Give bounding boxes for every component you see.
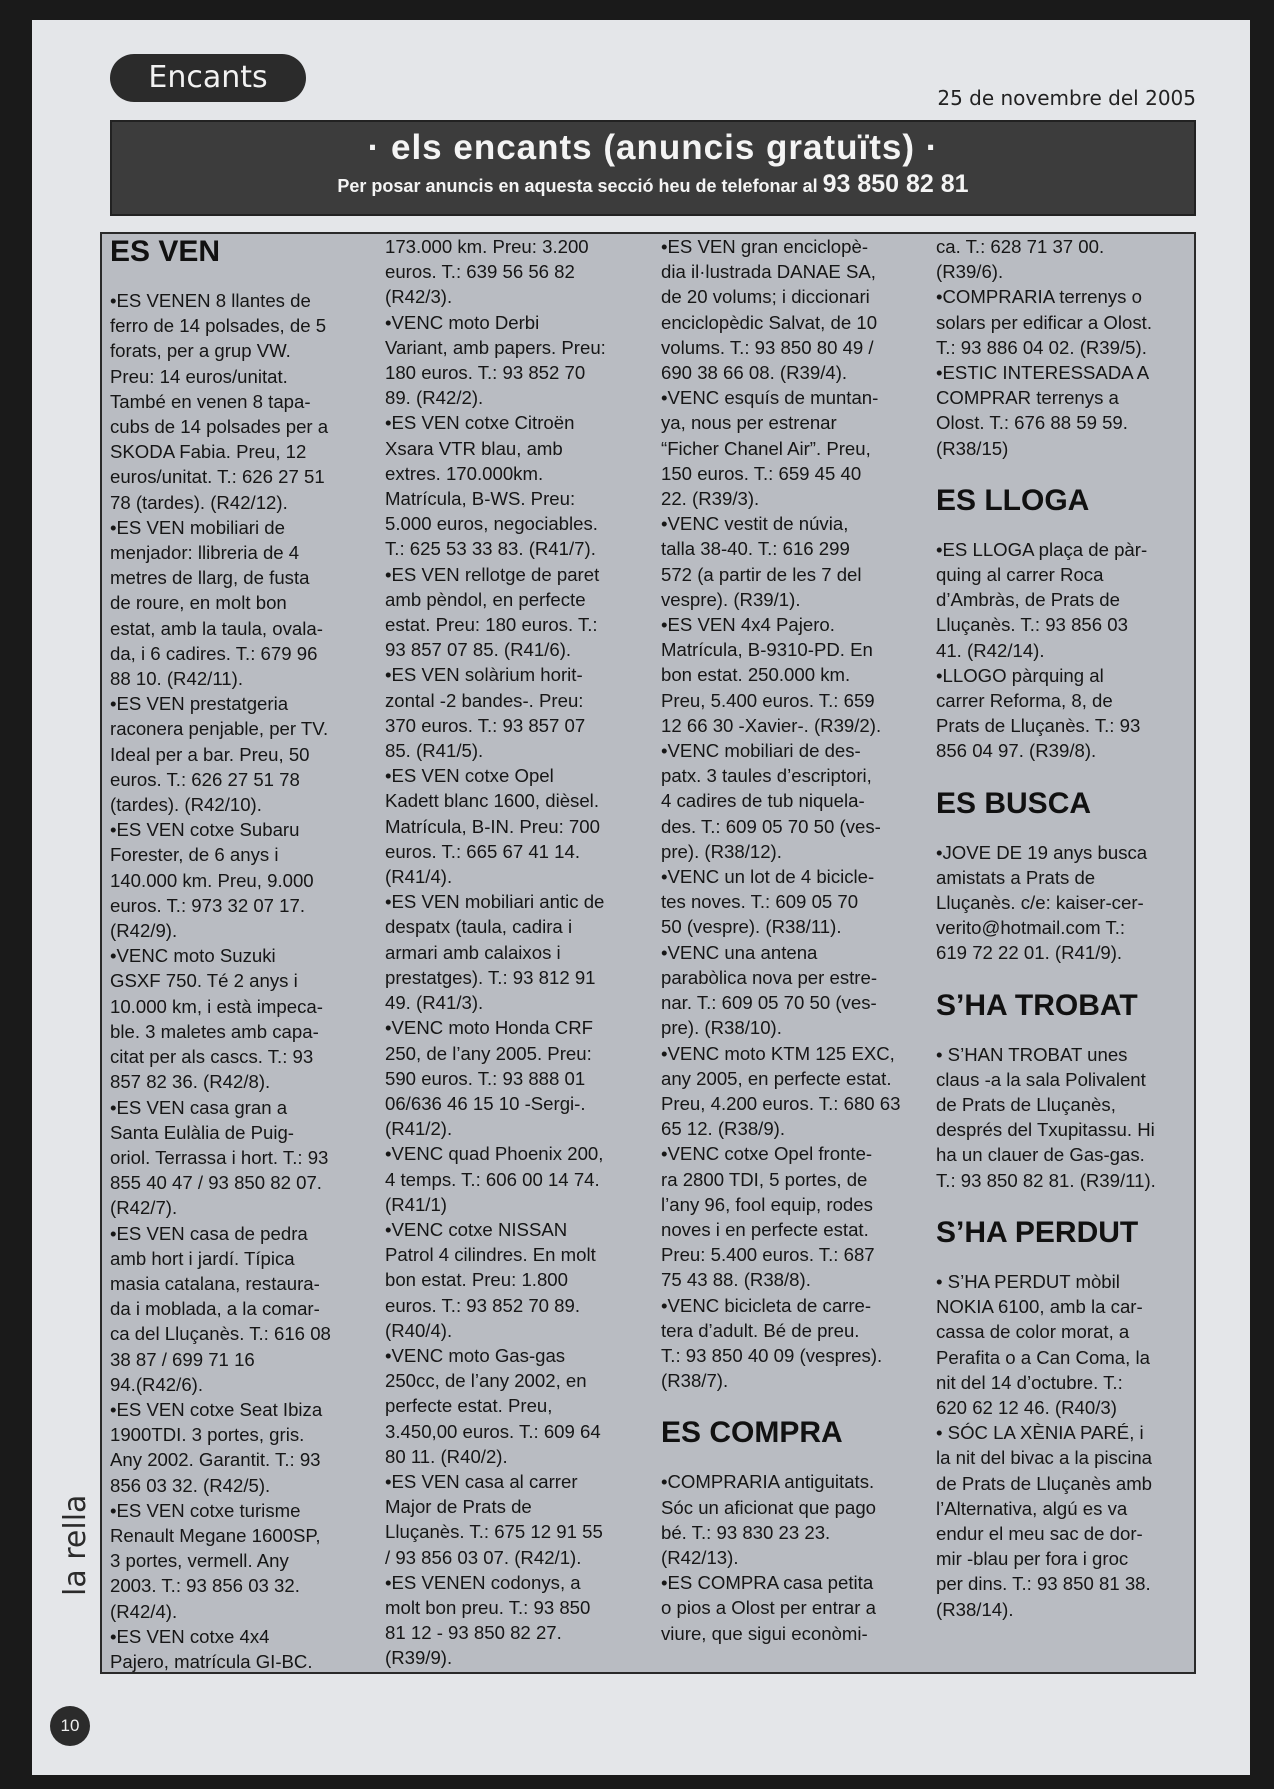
ads-es-ven-1: •ES VENEN 8 llantes de ferro de 14 polsades, de 5 forats, per a grup VW. Preu: 14 euros/unitat. També en venen 8 tapa- cubs de 14 polsades per a SKODA Fabia. Preu, 12 euros/unitat. T.: 626 27 51 78 (tardes). (R42/12). •ES VEN mobiliari de menjador: llibreria de 4 metres de llarg, de fusta de roure, en molt bon estat, amb la taula, ovala- da, i 6 cadires. T.: 679 96 88 10. (R42/11). •ES VEN prestatgeria raconera penjable, per TV. Ideal per a bar. Preu, 50 euros. T.: 626 27 51 78 (tardes). (R42/10). •ES VEN cotxe Subaru Forester, de 6 anys i 140.000 km. Preu, 9.000 euros. T.: 973 32 07 17. (R42/9). •VENC moto Suzuki GSXF 750. Té 2 anys i 10.000 km, i està impeca- ble. 3 maletes amb capa- citat per als cascs. T.: 93 857 82 36. (R42/8). •ES VEN casa gran a Santa Eulàlia de Puig- oriol. Terrassa i hort. T.: 93 855 40 47 / 93 850 82 07. (R42/7). •ES VEN casa de pedra amb hort i jardí. Típica masia catalana, restaura- da i moblada, a la comar- ca del Lluçanès. T.: 616 08 38 87 / 699 71 16 94.(R42/6). •ES VEN cotxe Seat Ibiza 1900TDI. 3 portes, gris. Any 2002. Garantit. T.: 93 856 03 32. (R42/5). •ES VEN cotxe turisme Renault Megane 1600SP, 3 portes, vermell. Any 2003. T.: 93 856 03 32. (R42/4). •ES VEN cotxe 4x4 Pajero, matrícula GI-BC. — [110, 290, 331, 1672]
heading-es-busca: ES BUSCA — [936, 786, 1092, 820]
ads-sha-perdut: • S’HA PERDUT mòbil NOKIA 6100, amb la car- cassa de color morat, a Perafita o a Can Coma, la nit del 14 d’octubre. T.: 620 62 12 46. (R40/3) • SÓC LA XÈNIA PARÉ, i la nit del bivac a la piscina de Prats de Lluçanès amb l’Alternativa, algú es va endur el meu sac de dor- mir -blau per fora i groc per dins. T.: 93 850 81 38. (R38/14). — [936, 1270, 1153, 1620]
section-tab: Encants — [110, 54, 306, 102]
ads-es-ven-3: •ES VEN gran enciclopè- dia il·lustrada DANAE SA, de 20 volums; i diccionari enciclopèdic Salvat, de 10 volums. T.: 93 850 80 49 / 690 38 66 08. (R39/4). •VENC esquís de muntan- ya, nous per estrenar “Ficher Chanel Air”. Preu, 150 euros. T.: 659 45 40 22. (R39/3). •VENC vestit de núvia, talla 38-40. T.: 616 299 572 (a partir de les 7 del vespre). (R39/1). •ES VEN 4x4 Pajero. Matrícula, B-9310-PD. En bon estat. 250.000 km. Preu, 5.400 euros. T.: 659 12 66 30 -Xavier-. (R39/2). •VENC mobiliari de des- patx. 3 taules d’escriptori, 4 cadires de tub niquela- des. T.: 609 05 70 50 (ves- pre). (R38/12). •VENC un lot de 4 biciclе- tes noves. T.: 609 05 70 50 (vespre). (R38/11). •VENC una antena parabòlica nova per estre- nar. T.: 609 05 70 50 (ves- pre). (R38/10). •VENC moto KTM 125 EXC, any 2005, en perfecte estat. Preu, 4.200 euros. T.: 680 63 65 12. (R38/9). •VENC cotxe Opel fronte- ra 2800 TDI, 5 portes, de l’any 96, fool equip, rodes noves i en perfecte estat. Preu: 5.400 euros. T.: 687 75 43 88. (R38/8). •VENC bicicleta de carre- tera d’adult. Bé de preu. T.: 93 850 40 09 (vespres). (R38/7). — [661, 236, 901, 1392]
ads-es-compra-1: •COMPRARIA antiguitats. Sóc un aficionat que pago bé. T.: 93 830 23 23. (R42/13). •ES COMPRA casa petita o pios a Olost per entrar a viure, que sigui econòmi- — [661, 1471, 877, 1644]
banner-phone: 93 850 82 81 — [822, 170, 969, 198]
banner-subtitle-text: Per posar anuncis en aquesta secció heu de telefonar al — [337, 176, 818, 196]
column-3 — [661, 234, 923, 1646]
banner-subtitle — [112, 170, 1194, 199]
heading-sha-perdut: S’HA PERDUT — [936, 1215, 1139, 1249]
heading-es-compra: ES COMPRA — [661, 1416, 843, 1450]
page-number: 10 — [50, 1706, 90, 1746]
ads-es-busca: •JOVE DE 19 anys busca amistats a Prats de Lluçanès. c/e: kaiser-cer- verito@hotmail.com T.: 619 72 22 01. (R41/9). — [936, 841, 1148, 964]
column-1 — [110, 234, 372, 1674]
ads-es-compra-2: ca. T.: 628 71 37 00. (R39/6). •COMPRARIA terrenys o solars per edificar a Olost. T.: 93 886 04 02. (R39/5). •ESTIC INTERESSADA A COMPRAR terrenys a Olost. T.: 676 88 59 59. (R38/15) — [936, 236, 1152, 459]
ads-es-lloga: •ES LLOGA plaça de pàr- quing al carrer Roca d’Ambràs, de Prats de Lluçanès. T.: 93 856 03 41. (R42/14). •LLOGO pàrquing al carrer Reforma, 8, de Prats de Lluçanès. T.: 93 856 04 97. (R39/8). — [936, 538, 1148, 762]
classifieds-banner — [110, 120, 1196, 216]
banner-title: · els encants (anuncis gratuïts) · — [367, 128, 939, 167]
ads-es-ven-2: 173.000 km. Preu: 3.200 euros. T.: 639 56 56 82 (R42/3). •VENC moto Derbi Variant, amb papers. Preu: 180 euros. T.: 93 852 70 89. (R42/2). •ES VEN cotxe Citroën Xsara VTR blau, amb extres. 170.000km. Matrícula, B-WS. Preu: 5.000 euros, negociables. T.: 625 53 33 83. (R41/7). •ES VEN rellotge de paret amb pèndol, en perfecte estat. Preu: 180 euros. T.: 93 857 07 85. (R41/6). •ES VEN solàrium horit- zontal -2 bandes-. Preu: 370 euros. T.: 93 857 07 85. (R41/5). •ES VEN cotxe Opel Kadett blanc 1600, dièsel. Matrícula, B-IN. Preu: 700 euros. T.: 665 67 41 14. (R41/4). •ES VEN mobiliari antic de despatx (taula, cadira i armari amb calaixos i prestatges). T.: 93 812 91 49. (R41/3). •VENC moto Honda CRF 250, de l’any 2005. Preu: 590 euros. T.: 93 888 01 06/636 46 15 10 -Sergi-. (R41/2). •VENC quad Phoenix 200, 4 temps. T.: 606 00 14 74. (R41/1) •VENC cotxe NISSAN Patrol 4 cilindres. En molt bon estat. Preu: 1.800 euros. T.: 93 852 70 89. (R40/4). •VENC moto Gas-gas 250cc, de l’any 2002, en perfecte estat. Preu, 3.450,00 euros. T.: 609 64 80 11. (R40/2). •ES VEN casa al carrer Major de Prats de Lluçanès. T.: 675 12 91 55 / 93 856 03 07. (R42/1). •ES VENEN codonys, a molt bon preu. T.: 93 850 81 12 - 93 850 82 27. (R39/9). — [385, 236, 606, 1669]
ads-sha-trobat: • S’HAN TROBAT unes claus -a la sala Polivalent de Prats de Lluçanès, després del Txupitassu. Hi ha un clauer de Gas-gas. T.: 93 850 82 81. (R39/11). — [936, 1043, 1156, 1191]
newspaper-page — [32, 20, 1250, 1775]
issue-date: 25 de novembre del 2005 — [937, 86, 1196, 110]
classifieds-box — [100, 232, 1196, 1674]
heading-sha-trobat: S’HA TROBAT — [936, 988, 1138, 1022]
heading-es-ven: ES VEN — [110, 235, 221, 268]
publication-name: la rella — [58, 1494, 93, 1596]
column-2 — [385, 234, 647, 1671]
column-4 — [936, 234, 1188, 1622]
heading-es-lloga: ES LLOGA — [936, 483, 1090, 517]
